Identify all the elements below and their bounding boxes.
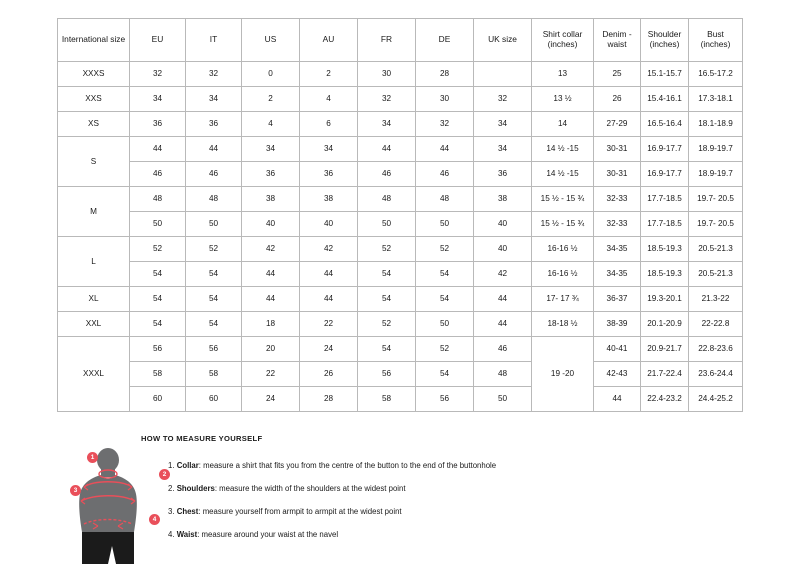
column-header: US — [242, 19, 300, 62]
cell-value: 19.3-20.1 — [641, 287, 689, 312]
cell-value: 42 — [242, 237, 300, 262]
cell-value: 54 — [130, 262, 186, 287]
body-measurement-figure — [60, 446, 170, 566]
measure-instruction — [168, 484, 688, 493]
cell-value: 54 — [358, 337, 416, 362]
cell-value: 44 — [300, 262, 358, 287]
cell-value: 20 — [242, 337, 300, 362]
figure-badge-1: 1 — [87, 452, 98, 463]
table-body — [58, 62, 743, 412]
cell-value: 54 — [130, 312, 186, 337]
cell-shirt-collar: 18-18 ½ — [532, 312, 594, 337]
cell-value: 58 — [358, 387, 416, 412]
cell-shirt-collar: 14 ½ -15 — [532, 162, 594, 187]
column-header: EU — [130, 19, 186, 62]
measure-instruction — [168, 530, 688, 539]
cell-value: 34 — [358, 112, 416, 137]
cell-value: 42-43 — [594, 362, 641, 387]
cell-value: 52 — [416, 337, 474, 362]
cell-value: 52 — [186, 237, 242, 262]
cell-value: 34 — [474, 137, 532, 162]
cell-value: 54 — [358, 262, 416, 287]
table-row — [58, 137, 743, 162]
table-row — [58, 362, 743, 387]
cell-value: 30-31 — [594, 137, 641, 162]
instruction-text: : measure a shirt that fits you from the centre of the button to the end of the buttonhole — [198, 461, 497, 470]
cell-shirt-collar: 15 ½ - 15 ¾ — [532, 212, 594, 237]
measure-instruction — [168, 507, 688, 516]
instruction-text: : measure the width of the shoulders at the widest point — [214, 483, 406, 493]
instruction-text: : measure around your waist at the navel — [197, 529, 339, 539]
cell-value: 52 — [358, 312, 416, 337]
cell-value: 4 — [300, 87, 358, 112]
instruction-number: 2. — [168, 483, 175, 493]
cell-value: 20.1-20.9 — [641, 312, 689, 337]
cell-international-size: M — [58, 187, 130, 237]
cell-value: 32 — [416, 112, 474, 137]
cell-value: 52 — [358, 237, 416, 262]
cell-value: 44 — [358, 137, 416, 162]
instruction-label: Chest — [176, 506, 199, 516]
cell-value: 4 — [242, 112, 300, 137]
instruction-number: 3. — [168, 506, 175, 516]
cell-value: 21.7-22.4 — [641, 362, 689, 387]
cell-value: 44 — [300, 287, 358, 312]
cell-value: 52 — [416, 237, 474, 262]
cell-value: 18.1-18.9 — [689, 112, 743, 137]
cell-international-size: XS — [58, 112, 130, 137]
figure-badge-2: 2 — [159, 469, 170, 480]
cell-value: 18.5-19.3 — [641, 237, 689, 262]
cell-value: 54 — [416, 287, 474, 312]
size-chart-table — [57, 18, 743, 412]
cell-value: 50 — [358, 212, 416, 237]
cell-value: 2 — [242, 87, 300, 112]
instruction-number: 4. — [168, 529, 175, 539]
cell-value: 16.9-17.7 — [641, 137, 689, 162]
cell-value: 40 — [300, 212, 358, 237]
cell-shirt-collar: 14 — [532, 112, 594, 137]
instruction-label: Shoulders — [176, 483, 215, 493]
cell-value: 24.4-25.2 — [689, 387, 743, 412]
cell-value: 20.9-21.7 — [641, 337, 689, 362]
cell-shirt-collar: 13 ½ — [532, 87, 594, 112]
cell-value: 54 — [186, 312, 242, 337]
cell-value: 54 — [186, 287, 242, 312]
figure-badge-3: 3 — [70, 485, 81, 496]
instruction-number: 1. — [168, 461, 175, 470]
column-header: Denim - waist — [594, 19, 641, 62]
cell-value: 26 — [300, 362, 358, 387]
cell-value: 20.5-21.3 — [689, 262, 743, 287]
cell-value: 44 — [416, 137, 474, 162]
cell-value: 40-41 — [594, 337, 641, 362]
column-header: IT — [186, 19, 242, 62]
table-header-row — [58, 19, 743, 62]
figure-badge-4: 4 — [149, 514, 160, 525]
cell-value: 40 — [242, 212, 300, 237]
cell-value: 46 — [358, 162, 416, 187]
cell-value: 28 — [300, 387, 358, 412]
cell-value: 50 — [130, 212, 186, 237]
column-header: Shoulder (inches) — [641, 19, 689, 62]
cell-value: 54 — [416, 262, 474, 287]
cell-value: 23.6-24.4 — [689, 362, 743, 387]
cell-value: 27-29 — [594, 112, 641, 137]
cell-value: 44 — [242, 262, 300, 287]
cell-value: 46 — [130, 162, 186, 187]
cell-value: 32 — [358, 87, 416, 112]
column-header: AU — [300, 19, 358, 62]
cell-value: 54 — [358, 287, 416, 312]
cell-value: 2 — [300, 62, 358, 87]
cell-value: 6 — [300, 112, 358, 137]
table-row — [58, 287, 743, 312]
torso-diagram-icon — [60, 446, 170, 566]
cell-value: 22 — [242, 362, 300, 387]
cell-value: 34 — [300, 137, 358, 162]
cell-international-size: S — [58, 137, 130, 187]
cell-value: 17.7-18.5 — [641, 187, 689, 212]
cell-shirt-collar: 16-16 ½ — [532, 262, 594, 287]
column-header: International size — [58, 19, 130, 62]
cell-value: 22-22.8 — [689, 312, 743, 337]
cell-value: 36 — [474, 162, 532, 187]
cell-value: 48 — [416, 187, 474, 212]
table-row — [58, 387, 743, 412]
cell-shirt-collar: 15 ½ - 15 ¾ — [532, 187, 594, 212]
cell-shirt-collar: 14 ½ -15 — [532, 137, 594, 162]
cell-value: 18 — [242, 312, 300, 337]
table-header — [58, 19, 743, 62]
table-row — [58, 62, 743, 87]
cell-value: 44 — [130, 137, 186, 162]
cell-value: 48 — [186, 187, 242, 212]
cell-value: 20.5-21.3 — [689, 237, 743, 262]
cell-value: 34 — [474, 112, 532, 137]
cell-value: 32-33 — [594, 212, 641, 237]
column-header: UK size — [474, 19, 532, 62]
cell-shirt-collar: 17- 17 ¾ — [532, 287, 594, 312]
cell-value: 58 — [130, 362, 186, 387]
cell-value: 22 — [300, 312, 358, 337]
table-row — [58, 212, 743, 237]
measure-instructions-list — [168, 461, 688, 552]
cell-value: 32 — [186, 62, 242, 87]
instruction-text: : measure yourself from armpit to armpit at the widest point — [198, 506, 402, 516]
cell-international-size: XL — [58, 287, 130, 312]
cell-shirt-collar: 19 -20 — [532, 337, 594, 412]
cell-international-size: XXL — [58, 312, 130, 337]
cell-value: 44 — [186, 137, 242, 162]
cell-value: 18.5-19.3 — [641, 262, 689, 287]
cell-value: 44 — [242, 287, 300, 312]
cell-value: 42 — [300, 237, 358, 262]
cell-value: 19.7- 20.5 — [689, 187, 743, 212]
cell-international-size: XXXS — [58, 62, 130, 87]
cell-shirt-collar: 13 — [532, 62, 594, 87]
cell-value: 44 — [594, 387, 641, 412]
cell-value: 60 — [130, 387, 186, 412]
cell-value: 28 — [416, 62, 474, 87]
cell-value: 16.9-17.7 — [641, 162, 689, 187]
cell-value: 21.3-22 — [689, 287, 743, 312]
cell-value: 56 — [358, 362, 416, 387]
cell-value: 22.8-23.6 — [689, 337, 743, 362]
cell-value: 17.3-18.1 — [689, 87, 743, 112]
column-header: DE — [416, 19, 474, 62]
table-row — [58, 162, 743, 187]
cell-value: 38 — [474, 187, 532, 212]
cell-value: 36 — [242, 162, 300, 187]
table-row — [58, 237, 743, 262]
cell-value: 60 — [186, 387, 242, 412]
table-row — [58, 262, 743, 287]
measure-instruction — [168, 461, 688, 470]
cell-value: 36 — [186, 112, 242, 137]
cell-value: 34 — [130, 87, 186, 112]
cell-value: 56 — [186, 337, 242, 362]
table-row — [58, 112, 743, 137]
cell-value: 40 — [474, 212, 532, 237]
cell-value: 22.4-23.2 — [641, 387, 689, 412]
cell-value — [474, 62, 532, 87]
cell-value: 15.1-15.7 — [641, 62, 689, 87]
cell-value: 26 — [594, 87, 641, 112]
cell-value: 16.5-17.2 — [689, 62, 743, 87]
cell-value: 54 — [416, 362, 474, 387]
cell-value: 38 — [300, 187, 358, 212]
cell-value: 24 — [300, 337, 358, 362]
cell-value: 34 — [242, 137, 300, 162]
cell-value: 48 — [358, 187, 416, 212]
cell-value: 18.9-19.7 — [689, 137, 743, 162]
cell-value: 44 — [474, 287, 532, 312]
cell-value: 52 — [130, 237, 186, 262]
cell-value: 54 — [186, 262, 242, 287]
table-row — [58, 187, 743, 212]
table-row — [58, 337, 743, 362]
cell-value: 19.7- 20.5 — [689, 212, 743, 237]
cell-value: 16.5-16.4 — [641, 112, 689, 137]
cell-value: 34-35 — [594, 237, 641, 262]
cell-value: 30 — [358, 62, 416, 87]
table-row — [58, 312, 743, 337]
cell-value: 40 — [474, 237, 532, 262]
cell-value: 46 — [186, 162, 242, 187]
cell-shirt-collar: 16-16 ½ — [532, 237, 594, 262]
cell-value: 34-35 — [594, 262, 641, 287]
cell-value: 38-39 — [594, 312, 641, 337]
instruction-label: Waist — [176, 529, 198, 539]
cell-value: 32 — [474, 87, 532, 112]
cell-value: 36-37 — [594, 287, 641, 312]
cell-value: 30 — [416, 87, 474, 112]
cell-value: 58 — [186, 362, 242, 387]
instruction-label: Collar — [176, 461, 199, 470]
size-table-container — [57, 18, 732, 412]
cell-value: 32 — [130, 62, 186, 87]
cell-international-size: XXXL — [58, 337, 130, 412]
cell-value: 46 — [416, 162, 474, 187]
column-header: FR — [358, 19, 416, 62]
cell-value: 48 — [130, 187, 186, 212]
table-row — [58, 87, 743, 112]
cell-international-size: L — [58, 237, 130, 287]
cell-value: 18.9-19.7 — [689, 162, 743, 187]
cell-value: 48 — [474, 362, 532, 387]
column-header: Shirt collar (inches) — [532, 19, 594, 62]
cell-value: 32-33 — [594, 187, 641, 212]
column-header: Bust (inches) — [689, 19, 743, 62]
cell-value: 36 — [300, 162, 358, 187]
cell-value: 44 — [474, 312, 532, 337]
cell-value: 42 — [474, 262, 532, 287]
how-to-measure-title: HOW TO MEASURE YOURSELF — [141, 434, 263, 443]
cell-value: 56 — [416, 387, 474, 412]
cell-value: 30-31 — [594, 162, 641, 187]
cell-value: 34 — [186, 87, 242, 112]
cell-value: 25 — [594, 62, 641, 87]
cell-value: 0 — [242, 62, 300, 87]
cell-value: 50 — [416, 212, 474, 237]
cell-value: 56 — [130, 337, 186, 362]
cell-value: 50 — [186, 212, 242, 237]
cell-international-size: XXS — [58, 87, 130, 112]
cell-value: 50 — [474, 387, 532, 412]
cell-value: 15.4-16.1 — [641, 87, 689, 112]
cell-value: 50 — [416, 312, 474, 337]
cell-value: 36 — [130, 112, 186, 137]
cell-value: 17.7-18.5 — [641, 212, 689, 237]
cell-value: 38 — [242, 187, 300, 212]
cell-value: 24 — [242, 387, 300, 412]
cell-value: 46 — [474, 337, 532, 362]
cell-value: 54 — [130, 287, 186, 312]
